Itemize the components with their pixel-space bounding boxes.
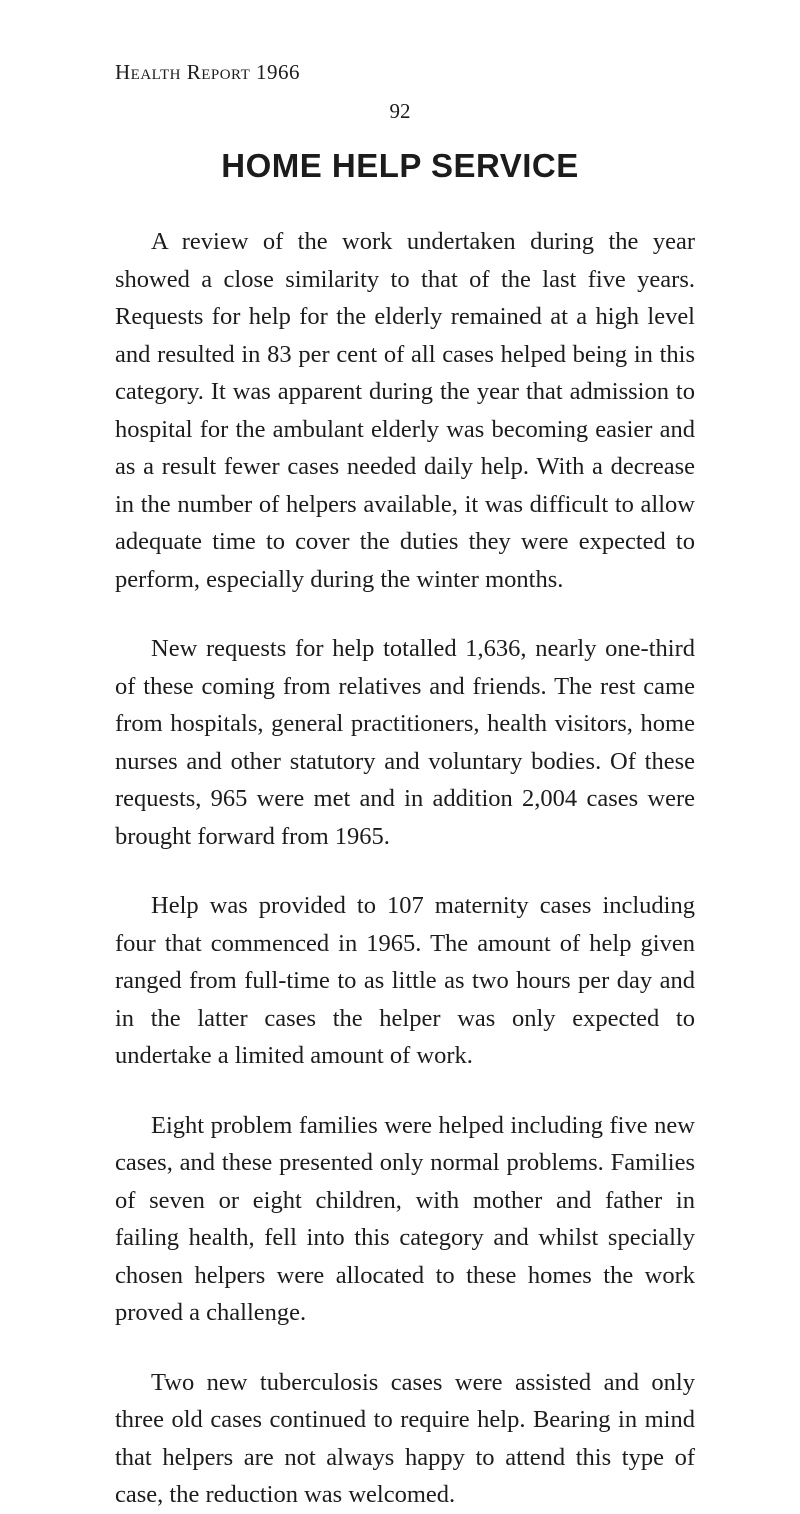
page-number: 92 <box>389 99 411 123</box>
paragraph-new-requests: New requests for help totalled 1,636, nearly one-third of these coming from relatives and friends. The rest came from hospitals, general practitioners, health visitors, home nurses and other statutory and voluntary bodies. Of these requests, 965 were met and in addition 2,004 cases were brought forward from 1965. <box>115 635 695 850</box>
paragraph-elderly-review: A review of the work undertaken during the year showed a close similarity to that of the last five years. Requests for help for the elderly remained at a high level and resulted in 83 per cent of all cases helped being in this category. It was apparent during the year that admission to hospital for the ambulant elderly was becoming easier and as a result fewer cases needed daily help. With a decrease in the number of helpers available, it was difficult to allow adequate time to cover the duties they were expected to perform, especially during the winter months. <box>115 228 695 593</box>
paragraph-maternity-cases: Help was provided to 107 maternity cases including four that commenced in 1965. The amount of help given ranged from full-time to as little as two hours per day and in the latter cases the helper was only expected to undertake a limited amount of work. <box>115 892 695 1069</box>
paragraph-problem-families: Eight problem families were helped including five new cases, and these presented only normal problems. Families of seven or eight children, with mother and father in failing health, fell into this category and whilst specially chosen helpers were allocated to these homes the work proved a challenge. <box>115 1111 695 1326</box>
running-header: Health Report 1966 <box>115 60 301 84</box>
paragraph-tuberculosis-cases: Two new tuberculosis cases were assisted and only three old cases continued to require help. Bearing in mind that helpers are not always happy to attend this type of case, the reduction was welcomed. <box>115 1368 695 1508</box>
body-text <box>115 223 695 1514</box>
page-title: HOME HELP SERVICE <box>221 147 579 184</box>
